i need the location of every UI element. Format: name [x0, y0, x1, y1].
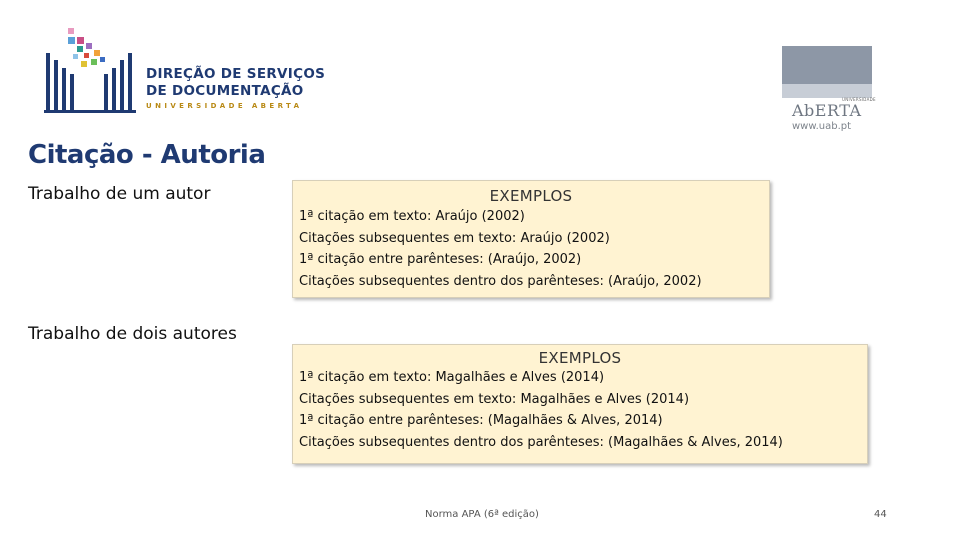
logo-pixel	[91, 59, 97, 65]
logo-bar	[112, 68, 116, 111]
example-line: Citações subsequentes em texto: Magalhães e Alves (2014)	[299, 391, 690, 407]
logo-bar	[120, 60, 124, 111]
example-line: Citações subsequentes dentro dos parênteses: (Magalhães & Alves, 2014)	[299, 434, 783, 450]
logo-bar	[128, 53, 132, 111]
logo-pixel	[84, 53, 89, 58]
uab-logo-small-text: UNIVERSIDADE	[842, 97, 876, 102]
section-label-two-authors: Trabalho de dois autores	[28, 324, 237, 344]
examples-box-one-author	[292, 180, 770, 298]
logo-bar	[62, 68, 66, 111]
example-line: 1ª citação entre parênteses: (Magalhães & Alves, 2014)	[299, 413, 663, 428]
logo-pixel	[100, 57, 105, 62]
logo-book-base	[44, 110, 136, 113]
logo-bar	[54, 60, 58, 111]
page-number: 44	[874, 509, 887, 520]
uab-logo-name: AbERTA	[792, 101, 862, 120]
logo-bar	[70, 74, 74, 111]
logo-bar	[104, 74, 108, 111]
section-label-one-author: Trabalho de um autor	[28, 184, 211, 204]
logo-pixel	[73, 54, 78, 59]
page-title: Citação - Autoria	[28, 140, 266, 170]
example-line: 1ª citação em texto: Magalhães e Alves (2014)	[299, 370, 605, 385]
logo-pixel	[77, 37, 84, 44]
uab-logo-url: www.uab.pt	[792, 121, 852, 132]
dsd-logo-line2: DE DOCUMENTAÇÃO	[146, 83, 304, 99]
example-line: Citações subsequentes dentro dos parênteses: (Araújo, 2002)	[299, 273, 702, 289]
footer-text: Norma APA (6ª edição)	[425, 509, 539, 520]
logo-pixel	[68, 28, 74, 34]
logo-bar	[46, 53, 50, 111]
examples-heading: EXEMPLOS	[489, 187, 573, 205]
example-line: 1ª citação em texto: Araújo (2002)	[299, 209, 525, 224]
dsd-logo-line3: UNIVERSIDADE ABERTA	[146, 102, 303, 110]
example-line: 1ª citação entre parênteses: (Araújo, 2002)	[299, 252, 582, 267]
uab-logo	[782, 46, 878, 138]
dsd-logo-line1: DIREÇÃO DE SERVIÇOS	[146, 66, 326, 82]
examples-heading: EXEMPLOS	[538, 349, 622, 367]
uab-logo-block-light	[782, 84, 872, 98]
logo-pixel	[77, 46, 83, 52]
uab-logo-block	[782, 46, 872, 84]
examples-box-two-authors	[292, 344, 868, 464]
example-line: Citações subsequentes em texto: Araújo (2002)	[299, 230, 610, 246]
logo-pixel	[81, 61, 87, 67]
logo-pixel	[86, 43, 92, 49]
logo-pixel	[68, 37, 75, 44]
logo-pixel	[94, 50, 100, 56]
dsd-logo	[44, 28, 334, 118]
